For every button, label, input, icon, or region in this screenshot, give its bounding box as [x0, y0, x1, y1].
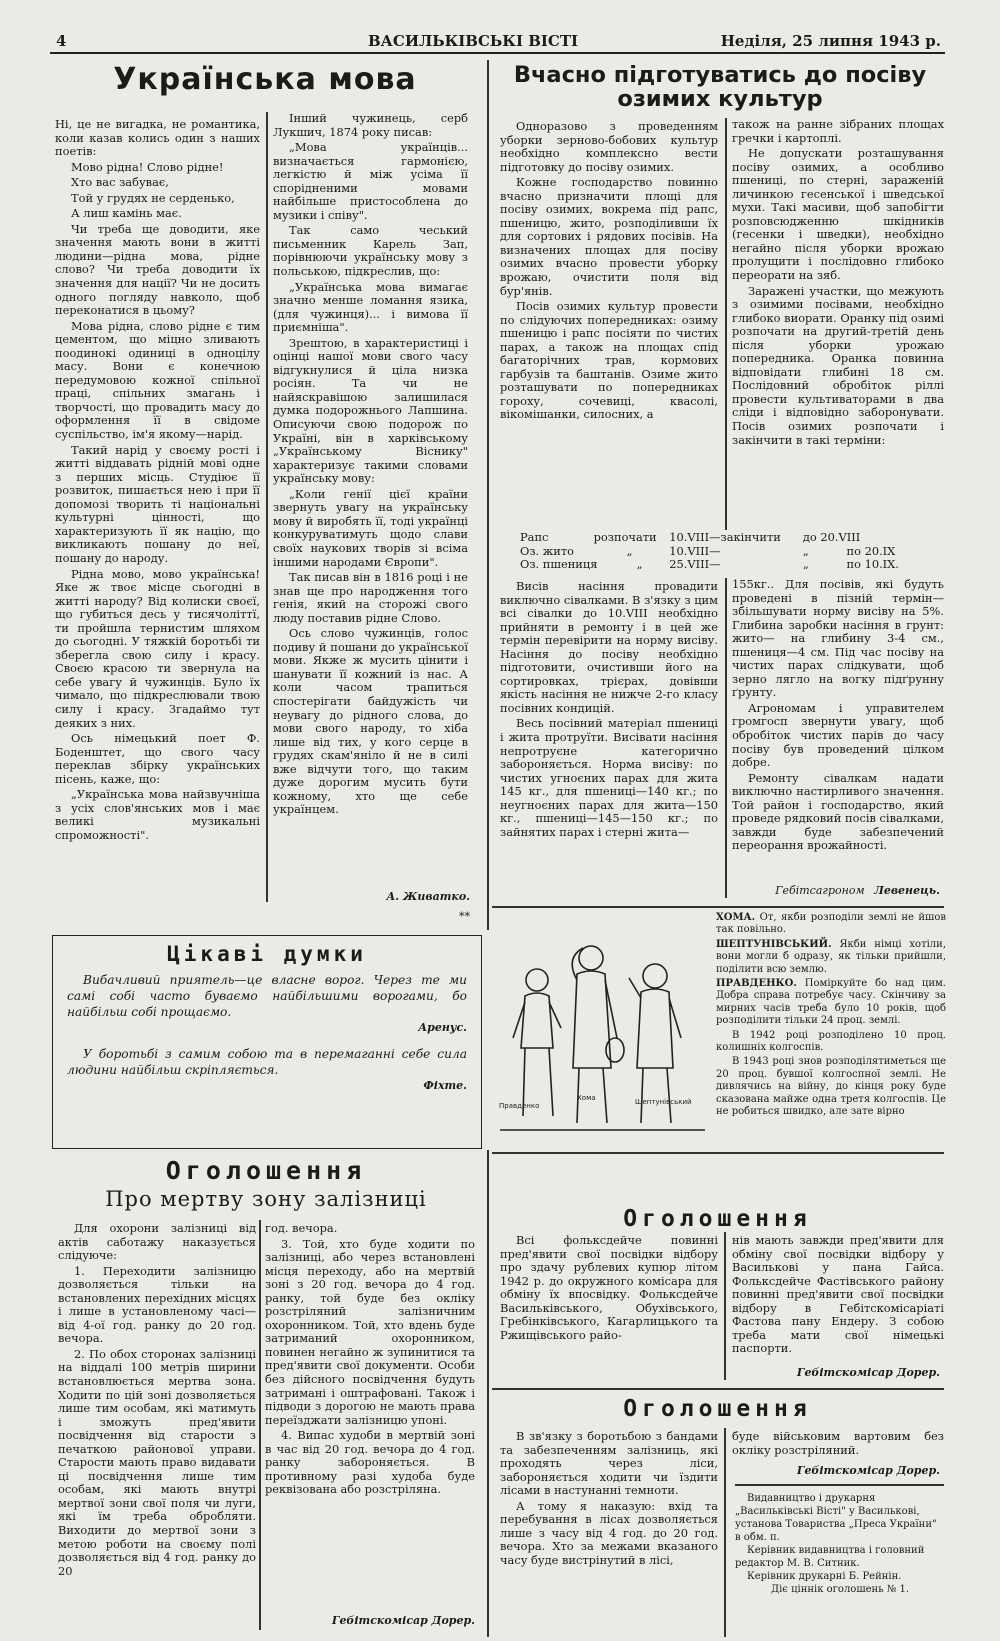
- paragraph: Весь посівний матеріал пшениці і жита протруїти. Висівати насіння непротруєне категорично забороняється. Норма висіву: по чистих угноєних парах для жита 145 кг., для пшениці—140 кг.; по неугноєних парах для жита—150 кг., пшениці—145—150 кг.; по зайнятих парах і стерні жита—: [500, 716, 718, 839]
- paragraph: Ось слово чужинців, голос подиву й пошани до української мови. Якже ж мусить цінити і шанувати її кожний із нас. А коли часом трапиться спостерігати байдужість чи неувагу до рідного слова, до мови свого народу, то хіба лише від тих, у кого серце в грудях скам'яніло й не в силі вже відчути того, що таким дуже дорогим мусить бути кожному, хто ще себе українцем.: [273, 626, 468, 817]
- verse-line: Той у грудях не серденько,: [71, 190, 235, 205]
- schedule-row: Оз. жито „ 10.VIII— „ по 20.IX: [520, 543, 896, 558]
- paragraph: Рідна мово, мово українська! Яке ж твоє місце сьогодні в житті народу? Від колиски своєї, що губиться десь у тисячоліттї, ти пройшла тернистим шляхом до сьогодні. У тяжкій боротьбі ти зберегла свою силу і красу. Своєю красою ти звернула на себе увагу й чужинців. Було їх чимало, що підкреслювали твою силу і красу. Згадаймо тут деяких з них.: [55, 566, 260, 730]
- column-divider: [266, 112, 268, 902]
- forest-signature: Гебітскомісар Дорер.: [796, 1464, 940, 1477]
- article-signature: А. Живатко.: [386, 890, 470, 903]
- dialogue-line: ХОМА. От, якби розподіли землі не йшов так повільно.: [716, 912, 946, 936]
- imprint: [735, 1492, 945, 1632]
- basket: [606, 1038, 624, 1062]
- verse-line: А лиш камінь має.: [71, 206, 182, 221]
- figure-head: [643, 964, 667, 988]
- section-divider: [492, 906, 944, 908]
- section-divider: [487, 1150, 489, 1637]
- figure-label: Правденко: [499, 1102, 540, 1110]
- paragraph: год. вечора.: [265, 1222, 338, 1235]
- railway-column-1: [58, 1222, 256, 1637]
- thoughts-box: [52, 935, 482, 1149]
- paragraph: Агрономам і управителем громгосп звернути увагу, щоб обробіток чистих парів до часу посіву був проведений цілком добре.: [732, 700, 944, 770]
- figure-arms: [629, 978, 681, 1038]
- paragraph: Одноразово з проведенням уборки зерново-бобових культур необхідно комплексно вести підготовку до посіву озимих.: [500, 120, 718, 174]
- article-column-2: [273, 112, 468, 882]
- paragraph: А тому я наказую: вхід та перебування в лісах дозволяється лише з часу від 4 год. до 20 год. вечора. Хто за межами вказаного часу буде вистрінутий в лісі,: [500, 1498, 718, 1567]
- newspaper-name: ВАСИЛЬКІВСЬКІ ВІСТІ: [368, 32, 578, 50]
- railway-signature: Гебітскомісар Дорер.: [331, 1614, 475, 1627]
- crops-column-2: [732, 118, 944, 530]
- paragraph: Висів насіння провадити виключно сівалками. В з'язку з цим всі сівалки до 10.VIII необхідно прийняти в ремонту і в цей же термін перевірити на норму висіву. Насіння до посіву необхідно підготовити, очистивши його на сортировках, трієрах, довівши якість насіння не нижче 2-го класу посівних кондицій.: [500, 580, 718, 715]
- paragraph: „Мова українців... визначається гармонією, легкістю й між усіма її спорідненими мовами найбільше пристособлена до музики і співу".: [273, 140, 468, 222]
- paragraph: Для охорони залізниці від актів саботажу наказується слідуюче:: [58, 1222, 256, 1263]
- paragraph: 2. По обох сторонах залізниці на віддалі 100 метрів ширини встановлюється мертва зона. Ходити по цій зоні дозволяється лише тим особам, які матимуть і зможуть пред'явити посвідчення від старости з печаткою районової управи. Старости мають право видавати ці посвідчення лише тим особам, які мають внутрі мертвої зони свої поля чи луги, які їм треба обробляти. Виходити до мертвої зони з метою роботи на своєму полі дозволяється від 4 год. ранку до 20: [58, 1346, 256, 1578]
- article-title: Українська мова: [113, 64, 417, 97]
- paragraph: Не допускати розташування посіву озимих, а особливо пшениці, по стерні, зараженій личинкою гесенської і шведської мухи. Такі масиви, щоб запобігти розповсюдженню шкідників (гесенки і шведки), необхідно негайно після уборки врожаю пролущити і послідовно глибоко переорати на зяб.: [732, 146, 944, 283]
- paragraph: „Українська мова найзвучніша з усіх слов'янських мов і має великі музикальні спроможності".: [55, 787, 260, 842]
- figure-legs: [641, 1068, 671, 1123]
- page-number: 4: [56, 32, 67, 50]
- crops-column-1: [500, 120, 718, 530]
- cartoon-illustration: [495, 918, 710, 1148]
- quote-author: Аренус.: [418, 1021, 467, 1034]
- paragraph: Ні, це не вигадка, не романтика, коли казав колись один з наших поетів:: [55, 118, 260, 159]
- figure-label: Шептунівський: [635, 1098, 692, 1106]
- paragraph: буде військовим вартовим без окліку розстріляний.: [732, 1430, 944, 1457]
- figure-arms: [513, 1002, 561, 1038]
- imprint-line: Керівник друкарні Б. Рейнін.: [747, 1571, 902, 1582]
- column-divider: [725, 578, 727, 898]
- forest-column-1: [500, 1430, 718, 1637]
- paragraph: Посів озимих культур провести по слідуючих попередниках: озиму пшеницю і рапс посіяти по чистих парах, а також на площах спід багаторічних трав, кормових гарбузів та баштанів. Озиме жито розташувати по попередниках гороху, сочевиці, квасолі, вікомішанки, силосних, а: [500, 299, 718, 422]
- figure-label: Хома: [577, 1094, 596, 1102]
- volksdeutsche-notice-title: Оголошення: [623, 1206, 812, 1232]
- dialogue-line: ШЕПТУНІВСЬКИЙ. Якби німці хотіли, вони могли б одразу, як тільки прийшли, поділити всю землю.: [716, 938, 946, 975]
- figure-body: [573, 971, 611, 1068]
- verse-line: Мово рідна! Слово рідне!: [71, 159, 224, 174]
- paragraph: Інший чужинець, серб Лукшич, 1874 року писав:: [273, 112, 468, 139]
- railway-column-2: [265, 1222, 475, 1602]
- imprint-line: Керівник видавництва і головний редактор М. В. Ситник.: [735, 1545, 925, 1569]
- dialogue-line: ПРАВДЕНКО. Поміркуйте бо над цим. Добра справа потребує часу. Скінчиву за мирних часів треба було 10 років, щоб розподілити тільки 24 проц. землі.: [716, 978, 946, 1027]
- crops-column-1b: [500, 580, 718, 898]
- paragraph: також на ранне зібраних площах гречки і картоплі.: [732, 118, 944, 145]
- section-divider: [487, 60, 489, 930]
- dialogue-line: В 1942 році розподілено 10 проц. колишніх колгоспів.: [716, 1029, 946, 1054]
- dialogue-line: В 1943 році знов розподілятиметься ще 20 проц. бувшої колгоспної землі. Не дивлячись на війну, до кінця року буде сказована майже одна третя колгоспів. Це не робиться швидко, але зате вірно: [716, 1056, 946, 1118]
- paragraph: 155кг.. Для посівів, які будуть проведені в пізній термін—збільшувати норму висіву на 5%. Глибина заробки насіння в грунт: жито— на глибину 3-4 см., пшениця—4 см. Під час посіву на чистих парах слідкувати, щоб зерно лягло на вогку підґрунну ґрунту.: [732, 578, 944, 700]
- sowing-schedule: [520, 531, 940, 575]
- imprint-line: Діє ціннік оголошень № 1.: [770, 1584, 910, 1595]
- railway-notice-title: Оголошення: [165, 1156, 367, 1185]
- paragraph: „Коли генії цієї країни звернуть увагу на українську мову й виробять її, тоді українці конкуруватимуть щодо слави своїх наукових творів зі всіма іншими народами Європи".: [273, 486, 468, 569]
- figure-body: [637, 989, 673, 1068]
- paragraph: Ремонту сівалкам надати виключно настирливого значення. Той район і господарство, який проведе рядковий посів сівалками, завжди буде забезпечений переорання врожайності.: [732, 770, 944, 853]
- paragraph: Кожне господарство повинно вчасно призначити площі для посіву озимих, вокрема під рапс, пшеницю, жито, розподіливши їх для сортових і рядових посівів. На визначених площах для посіву озимих вчасно провести уборку врожаю, очистити поля від бур'янів.: [500, 175, 718, 298]
- cartoon-dialogue: [716, 912, 946, 1168]
- article-column-1: [55, 118, 260, 916]
- paragraph: 3. Той, хто буде ходити по залізниці, або через встановлені місця переходу, або на мертвій зоні з 20 год. вечора до 4 год. ранку, той буде без окліку розстріляний залізничним охоронником. Той, хто вдень буде затриманий охоронником, повинен негайно ж зупинитися та пред'явити свої документи. Особи без дійсного посвідчення будуть затримані і оштрафовані. Також і підводи з дорогою не мають права переїзджати залізницю упоні.: [265, 1236, 475, 1427]
- paragraph: Такий нарід у своєму рості і житті віддавать рідній мові одне з перших місць. Студіює її розвиток, пишається нею і при її допомозі творить ті національні культурні цінності, що характеризують її як націю, що викликають пошану до неї, пошану до народу.: [55, 442, 260, 565]
- verse-line: Хто вас забуває,: [71, 175, 169, 190]
- section-divider: [492, 1152, 944, 1154]
- crops-title: Вчасно підготуватись до посіву озимих культур: [513, 64, 927, 112]
- paragraph: Всі фольксдейче повинні пред'явити свої посвідки відбору про здачу рублевих купюр літом 1942 р. до окружного комісара для обміну їх впосвідку. Фольксдейче Васильківського, Обухівського, Гребінківського, Кагарлицького та Ржищівського райо-: [500, 1234, 718, 1342]
- paragraph: Так само чеський письменник Карель Зап, порівнюючи українську мову з польською, підкреслив, що:: [273, 223, 468, 279]
- paragraph: В зв'язку з боротьбою з бандами та забезпеченням залізниць, які проходять через ліси, забороняється ходити чи їздити лісами в настунанні темноти.: [500, 1430, 718, 1498]
- crops-signature: Гебітсагроном Левенець.: [775, 884, 940, 897]
- paragraph: Ось німецький поет Ф. Боденштет, що свого часу переклав збірку українських пісень, каже, що:: [55, 731, 260, 786]
- paragraph: 1. Переходити залізницю дозволяється тільки на встановлених перехідних місцях і лише в установленому часі—від 4-ої год. ранку до 20 год. вечора.: [58, 1263, 256, 1346]
- railway-notice-subtitle: Про мертву зону залізниці: [105, 1188, 427, 1211]
- figure-head: [579, 946, 603, 970]
- forest-column-2: [732, 1430, 944, 1462]
- forest-notice-title: Оголошення: [623, 1396, 812, 1422]
- thoughts-title: Цікаві думки: [167, 942, 367, 966]
- end-mark: **: [459, 910, 470, 923]
- paragraph: нів мають завжди пред'явити для обміну свої посвідки відбору у Василькові у пана Гайса. Фольксдейче Фастівського району повинні пред'явити свої посвідки відбору в Гебітскомісаріаті Фастова пану Ендеру. З собою треба мати свої німецькі паспорти.: [732, 1234, 944, 1356]
- figure-body: [521, 993, 553, 1048]
- column-divider: [259, 1220, 261, 1630]
- column-divider: [725, 118, 727, 530]
- paragraph: Зрештою, в характеристиці і оцінці нашої мови свого часу відгукнулися й ціла низка росіян. Та чи не найяскравішою залишилася думка подорожнього Лапшина. Описуючи свою подорож по Україні, він в харківському „Українському Віснику" характеризує такими словами українську мову:: [273, 335, 468, 486]
- paragraph: Мова рідна, слово рідне є тим цементом, що міцно зливають поодинокі одиниці в одноцілу масу. Вони є конечною передумовою кожної спільної праці, спільних змагань і творчості, що провадить масу до оформлення її в свідоме суспільство, ім'я якому—нарід.: [55, 318, 260, 442]
- crops-column-2b: [732, 578, 944, 878]
- paragraph: Чи треба ще доводити, яке значення мають вони в житті людини—рідна мова, рідне слово? Чи треба доводити їх значення для нації? Чи не досить одного погляду навколо, щоб переконатися в цьому?: [55, 221, 260, 318]
- paragraph: Заражені участки, що межують з озимими посівами, необхідно глибоко виорати. Оранку під озимі розпочати на другий-третій день після уборки урожаю попередника. Оранка повинна відповідати глибині 18 см. Послідовний обробіток ріллі провести культиваторами в два сліди і відповідно заборонувати. Посів озимих розпочати і закінчити в такі терміни:: [732, 283, 944, 447]
- figure-head: [526, 969, 548, 991]
- page-header: [50, 30, 945, 54]
- volksdeutsche-column-1: [500, 1234, 718, 1380]
- imprint-line: Видавництво і друкарня „Васильківські Вісті" у Василькові, установа Товариства „Преса України" в обм. п.: [735, 1493, 937, 1543]
- quote-author: Фіхте.: [423, 1079, 467, 1092]
- column-divider: [724, 1428, 726, 1637]
- paragraph: Так писав він в 1816 році і не знав ще про народження того генія, який на сторожі свого люду поставив рідне Слово.: [273, 570, 468, 625]
- volksdeutsche-signature: Гебітскомісар Дорер.: [796, 1366, 940, 1379]
- column-divider: [724, 1232, 726, 1380]
- section-divider: [492, 1388, 944, 1390]
- paragraph: „Українська мова вимагає значно менше ломання язика, (для чужинця)... і вимова її приємніша".: [273, 279, 468, 335]
- paragraph: 4. Випас худоби в мертвій зоні в час від 20 год. вечора до 4 год. ранку забороняється. В противному разі худоба буде реквізована або розстріляна.: [265, 1428, 475, 1497]
- volksdeutsche-column-2: [732, 1234, 944, 1362]
- quote-text: Вибачливий приятель—це власне ворог. Через те ми самі собі часто буваємо найбільшими ворогами, бо найбільш собі прощаємо.: [67, 973, 467, 1019]
- issue-date: Неділя, 25 липня 1943 р.: [720, 32, 941, 50]
- section-divider: [735, 1484, 944, 1486]
- schedule-row: Рапс розпочати 10.VIII—закінчити до 20.VIII: [520, 531, 861, 544]
- schedule-row: Оз. пшениця „ 25.VIII— „ по 10.IX.: [520, 557, 899, 571]
- quote-text: У боротьбі з самим собою та в перемаганні себе сила людини найбільш скріпляється.: [67, 1047, 467, 1077]
